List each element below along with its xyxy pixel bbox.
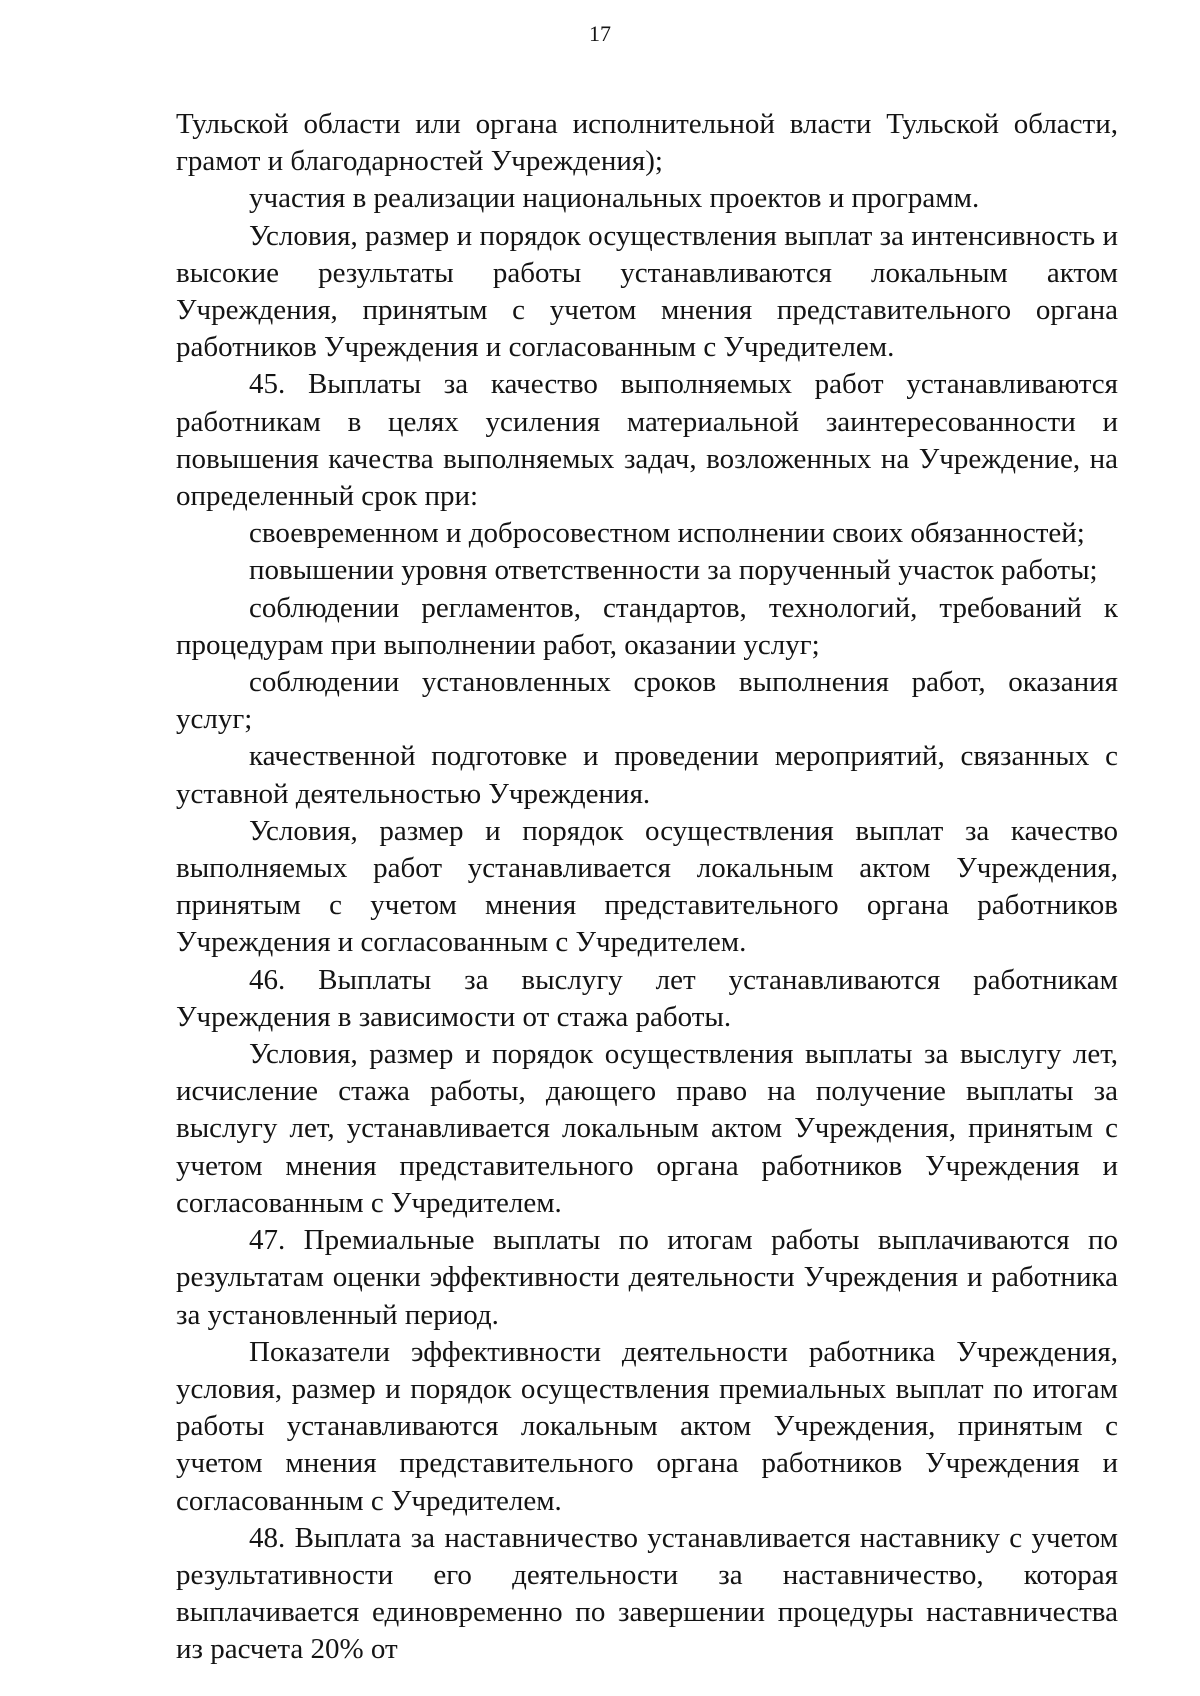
paragraph: участия в реализации национальных проектов и программ. (249, 182, 980, 215)
paragraph: Условия, размер и порядок осуществления выплат за качество выполняемых работ устанавливается локальным актом Учреждения, принятым с учетом мнения представительного органа работников Учреждения и согласованным с Учредителем. (176, 814, 1118, 959)
paragraph: Условия, размер и порядок осуществления выплаты за выслугу лет, исчисление стажа работы, дающего право на получение выплаты за выслугу лет, устанавливается локальным актом Учреждения, принятым с учетом мнения представительного органа работников Учреждения и согласованным с Учредителем. (176, 1038, 1118, 1219)
paragraph-clause-45: 45. Выплаты за качество выполняемых работ устанавливаются работникам в целях усиления материальной заинтересованности и повышения качества выполняемых задач, возложенных на Учреждение, на определенный срок при: (176, 368, 1118, 513)
paragraph-continuation: Тульской области или органа исполнительной власти Тульской области, грамот и благодарностей Учреждения); (176, 108, 1118, 178)
paragraph-clause-48: 48. Выплата за наставничество устанавливается наставнику с учетом результативности его деятельности за наставничество, которая выплачивается единовременно по завершении процедуры наставничества из расчета 20% от (176, 1521, 1118, 1666)
list-item: качественной подготовке и проведении мероприятий, связанных с уставной деятельностью Учреждения. (176, 740, 1118, 810)
paragraph: Условия, размер и порядок осуществления выплат за интенсивность и высокие результаты работы устанавливаются локальным актом Учреждения, принятым с учетом мнения представительного органа работников Учреждения и согласованным с Учредителем. (176, 219, 1118, 364)
document-body (176, 106, 1118, 1669)
page-number: 17 (589, 21, 611, 46)
paragraph-clause-46: 46. Выплаты за выслугу лет устанавливаются работникам Учреждения в зависимости от стажа работы. (176, 963, 1118, 1033)
list-item: соблюдении установленных сроков выполнения работ, оказания услуг; (176, 666, 1118, 736)
list-item: соблюдении регламентов, стандартов, технологий, требований к процедурам при выполнении работ, оказании услуг; (176, 591, 1118, 661)
paragraph-clause-47: 47. Премиальные выплаты по итогам работы выплачиваются по результатам оценки эффективности деятельности Учреждения и работника за установленный период. (176, 1224, 1118, 1331)
paragraph: Показатели эффективности деятельности работника Учреждения, условия, размер и порядок осуществления премиальных выплат по итогам работы устанавливаются локальным актом Учреждения, принятым с учетом мнения представительного органа работников Учреждения и согласованным с Учредителем. (176, 1335, 1118, 1517)
list-item: своевременном и добросовестном исполнении своих обязанностей; (249, 517, 1085, 550)
list-item: повышении уровня ответственности за порученный участок работы; (249, 554, 1098, 587)
